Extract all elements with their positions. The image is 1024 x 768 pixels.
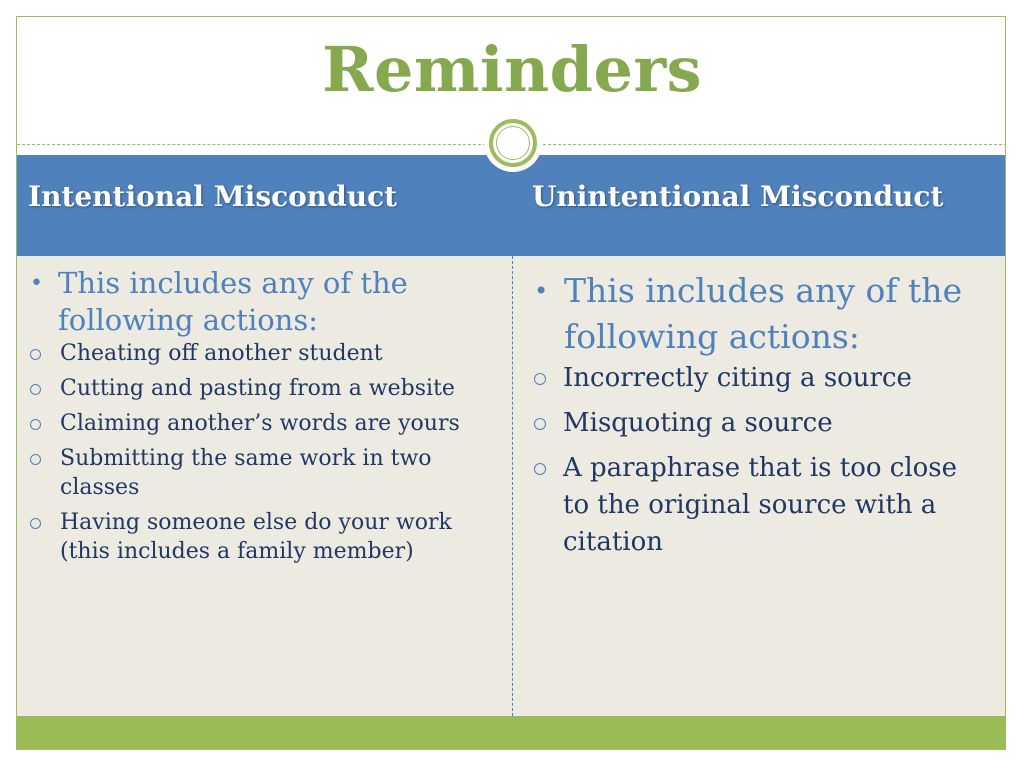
footer-band <box>17 716 1006 750</box>
hollow-circle-bullet-icon <box>30 384 41 395</box>
list-item <box>534 450 974 561</box>
hollow-circle-bullet-icon <box>30 454 41 465</box>
list-item-text: Cutting and pasting from a website <box>60 376 455 401</box>
header-unintentional-misconduct: Unintentional Misconduct <box>532 180 944 213</box>
list-item <box>30 374 470 403</box>
column-divider <box>512 256 513 716</box>
list-item-text: Claiming another’s words are yours <box>60 411 460 436</box>
hollow-circle-bullet-icon <box>534 373 546 385</box>
list-item-text: A paraphrase that is too close to the original source with a citation <box>563 453 958 557</box>
hollow-circle-bullet-icon <box>30 349 41 360</box>
intentional-column <box>30 265 470 572</box>
sub-bullet-list <box>534 360 974 561</box>
list-item <box>30 339 470 368</box>
list-item <box>30 444 470 502</box>
hollow-circle-bullet-icon <box>30 518 41 529</box>
list-item-text: Submitting the same work in two classes <box>60 446 432 500</box>
list-item-text: Incorrectly citing a source <box>563 363 912 393</box>
sub-bullet-list <box>30 339 470 566</box>
main-bullet <box>30 265 470 339</box>
hollow-circle-bullet-icon <box>534 463 546 475</box>
list-item-text: Cheating off another student <box>60 341 383 366</box>
list-item <box>30 508 470 566</box>
slide-title: Reminders <box>321 33 703 106</box>
unintentional-column <box>534 268 974 569</box>
main-bullet-text: This includes any of the following actions: <box>58 266 408 337</box>
list-item <box>534 360 974 397</box>
main-bullet-text: This includes any of the following actions: <box>564 271 963 356</box>
header-intentional-misconduct: Intentional Misconduct <box>28 180 398 213</box>
bullet-dot-icon: • <box>30 271 43 296</box>
hollow-circle-bullet-icon <box>30 419 41 430</box>
list-item <box>534 405 974 442</box>
main-bullet <box>534 268 974 360</box>
list-item <box>30 409 470 438</box>
hollow-circle-bullet-icon <box>534 418 546 430</box>
ornament-inner-ring-icon <box>496 126 530 160</box>
list-item-text: Misquoting a source <box>563 408 833 438</box>
bullet-dot-icon: • <box>534 277 549 305</box>
list-item-text: Having someone else do your work (this includes a family member) <box>60 510 452 564</box>
